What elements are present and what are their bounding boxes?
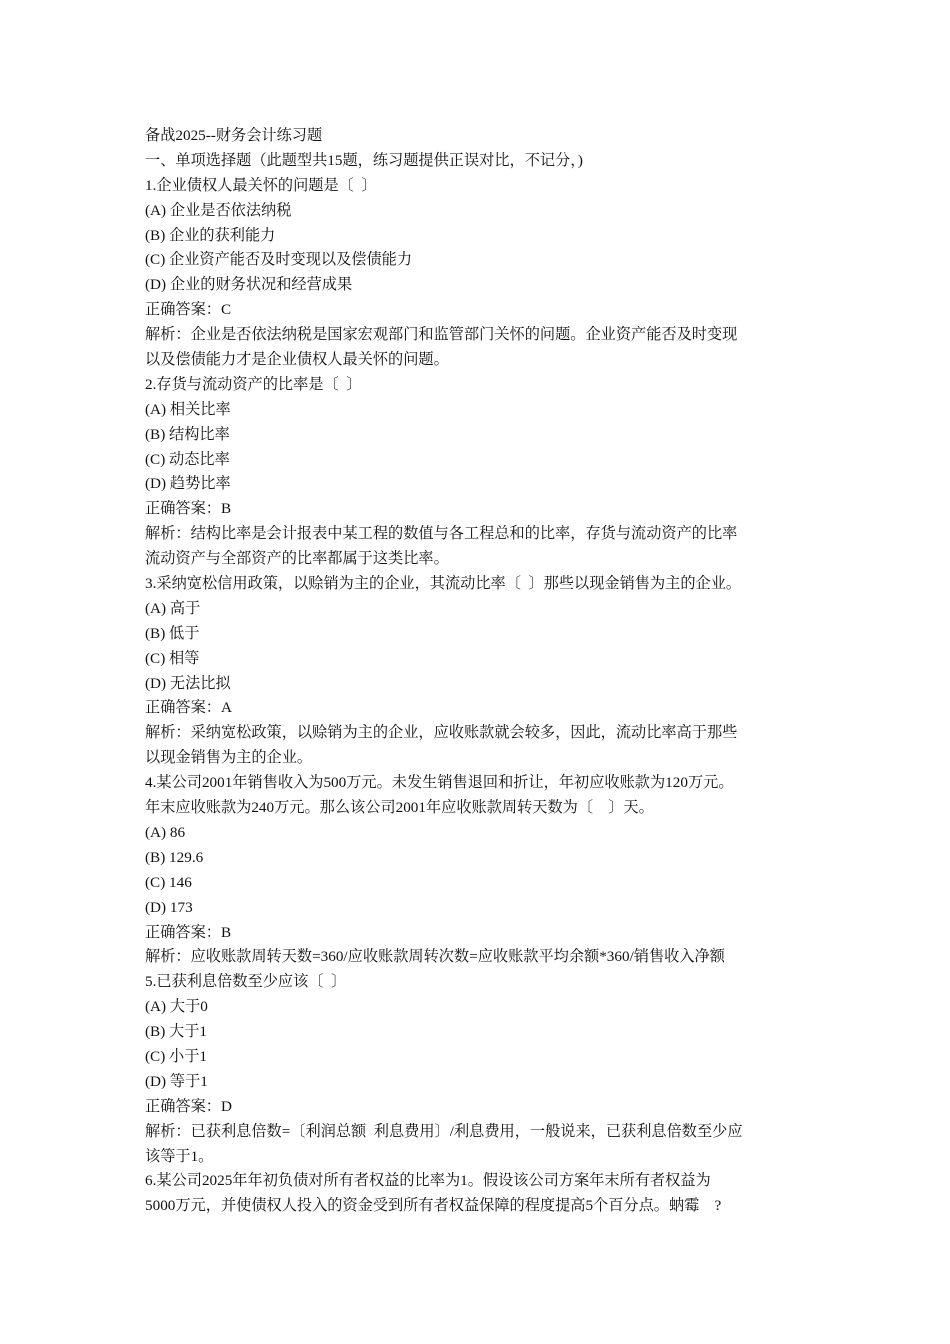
q3-answer: 正确答案：A xyxy=(145,699,232,717)
q1-option-a: (A) 企业是否依法纳税 xyxy=(145,201,292,219)
q1-explanation: 解析：企业是否依法纳税是国家宏观部门和监管部门关怀的问题。企业资产能否及时变现 xyxy=(145,326,738,344)
question-5: 5.已获利息倍数至少应该〔 〕 xyxy=(145,973,347,991)
question-6-cont: 5000万元，并使债权人投入的资金受到所有者权益保障的程度提高5个百分点。蚋霉 ? xyxy=(145,1197,722,1215)
question-4: 4.某公司2001年销售收入为500万元。未发生销售退回和折让，年初应收账款为120万元。 xyxy=(145,774,734,792)
question-4-cont: 年末应收账款为240万元。那么该公司2001年应收账款周转天数为〔 〕天。 xyxy=(145,799,654,817)
q5-option-c: (C) 小于1 xyxy=(145,1047,208,1065)
q1-option-b: (B) 企业的获利能力 xyxy=(145,226,276,244)
q4-option-c: (C) 146 xyxy=(145,873,192,891)
q4-option-b: (B) 129.6 xyxy=(145,848,204,866)
q5-option-a: (A) 大于0 xyxy=(145,998,208,1016)
q2-explanation-cont: 流动资产与全部资产的比率都属于这类比率。 xyxy=(145,550,449,568)
q4-option-a: (A) 86 xyxy=(145,823,186,841)
q3-explanation: 解析：采纳宽松政策，以赊销为主的企业，应收账款就会较多，因此，流动比率高于那些 xyxy=(145,724,738,742)
q3-explanation-cont: 以现金销售为主的企业。 xyxy=(145,749,313,767)
document-page xyxy=(145,124,835,1219)
question-1: 1.企业债权人最关怀的问题是〔 〕 xyxy=(145,176,377,194)
q1-answer: 正确答案：C xyxy=(145,301,232,319)
document-title: 备战2025--财务会计练习题 xyxy=(145,127,323,144)
q5-answer: 正确答案：D xyxy=(145,1097,232,1115)
q5-explanation: 解析：已获利息倍数=〔利润总额 利息费用〕/利息费用，一般说来，已获利息倍数至少应 xyxy=(145,1122,743,1140)
q3-option-a: (A) 高于 xyxy=(145,599,201,617)
q2-explanation: 解析：结构比率是会计报表中某工程的数值与各工程总和的比率，存货与流动资产的比率 xyxy=(145,525,738,543)
q1-option-d: (D) 企业的财务状况和经营成果 xyxy=(145,276,353,294)
q3-option-d: (D) 无法比拟 xyxy=(145,674,231,692)
q2-option-a: (A) 相关比率 xyxy=(145,400,231,418)
section-heading: 一、单项选择题（此题型共15题，练习题提供正误对比，不记分，) xyxy=(145,151,583,169)
q2-option-d: (D) 趋势比率 xyxy=(145,475,231,493)
question-2: 2.存货与流动资产的比率是〔 〕 xyxy=(145,375,362,393)
q4-explanation: 解析：应收账款周转天数=360/应收账款周转次数=应收账款平均余额*360/销售收入净额 xyxy=(145,948,725,966)
q4-answer: 正确答案：B xyxy=(145,923,232,941)
q1-option-c: (C) 企业资产能否及时变现以及偿债能力 xyxy=(145,251,413,269)
q5-explanation-cont: 该等于1。 xyxy=(145,1147,214,1165)
q4-option-d: (D) 173 xyxy=(145,898,193,916)
question-6: 6.某公司2025年年初负债对所有者权益的比率为1。假设该公司方案年末所有者权益为 xyxy=(145,1172,711,1190)
q2-option-c: (C) 动态比率 xyxy=(145,450,230,468)
q3-option-c: (C) 相等 xyxy=(145,649,200,667)
q5-option-d: (D) 等于1 xyxy=(145,1072,208,1090)
q2-option-b: (B) 结构比率 xyxy=(145,425,230,443)
q5-option-b: (B) 大于1 xyxy=(145,1023,208,1041)
q1-explanation-cont: 以及偿债能力才是企业债权人最关怀的问题。 xyxy=(145,351,449,369)
q3-option-b: (B) 低于 xyxy=(145,624,200,642)
q2-answer: 正确答案：B xyxy=(145,500,232,518)
question-3: 3.采纳宽松信用政策，以赊销为主的企业，其流动比率〔 〕那些以现金销售为主的企业。 xyxy=(145,575,742,593)
